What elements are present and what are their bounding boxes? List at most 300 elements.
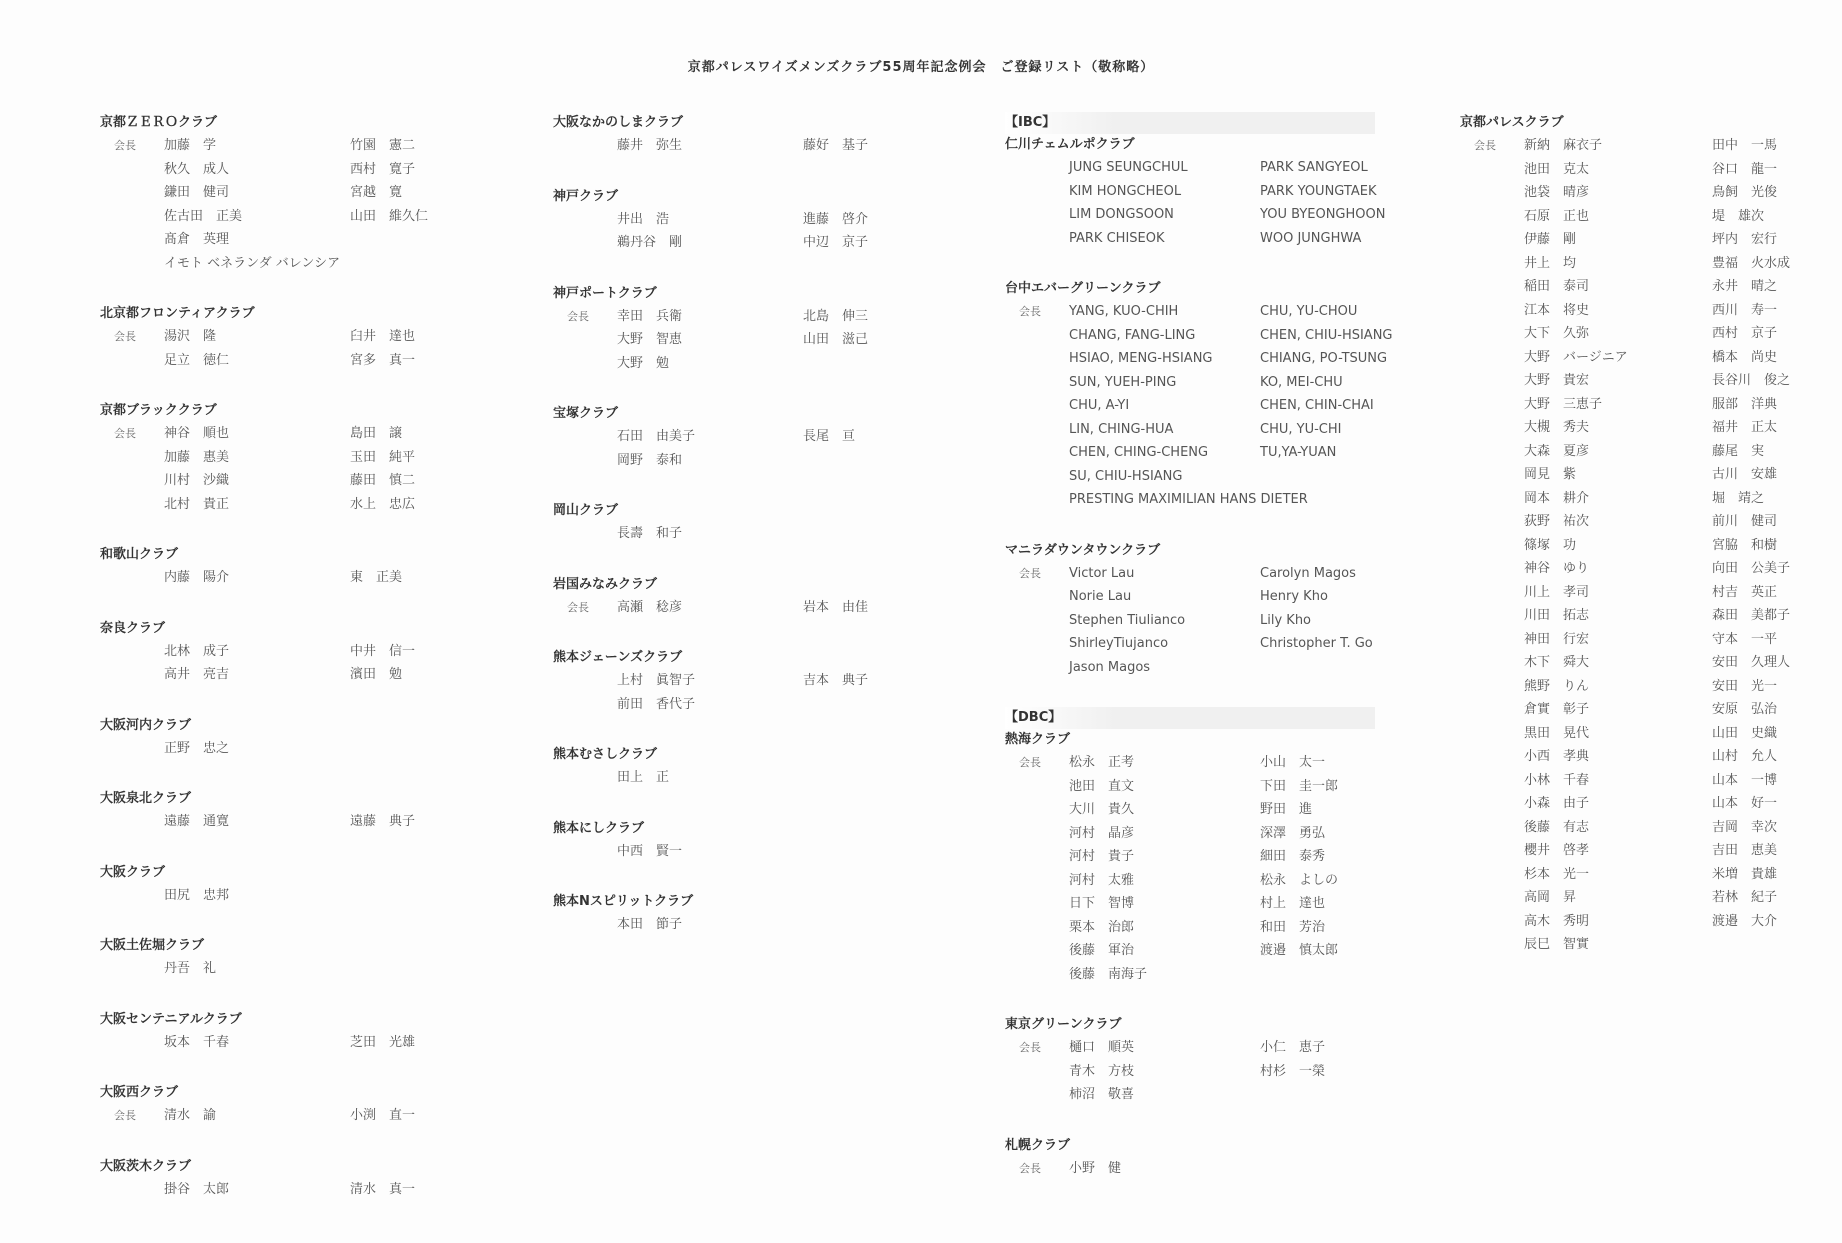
member-name: Lily Kho [1260, 612, 1312, 628]
member-row [1005, 751, 1375, 775]
member-row [553, 134, 869, 158]
role-label: 会長 [1474, 139, 1496, 152]
member-name: 西村 寛子 [350, 161, 416, 177]
member-name: 長尾 亘 [803, 429, 856, 444]
member-name: SUN, YUEH-PING [1069, 374, 1177, 390]
member-name: 遠藤 典子 [350, 814, 416, 829]
club-name: 札幌クラブ [1005, 1137, 1071, 1153]
member-row [100, 469, 416, 493]
member-row [553, 669, 869, 693]
member-name: 大野 智恵 [617, 332, 683, 347]
member-row [553, 693, 696, 717]
member-row [1460, 886, 1778, 910]
member-row [100, 810, 416, 834]
member-name: 吉本 典子 [803, 673, 869, 688]
club-name: 熊本むさしクラブ [553, 747, 658, 762]
role-label: 会長 [1019, 1041, 1041, 1054]
member-name: 大野 貴宏 [1524, 373, 1590, 388]
member-row [1005, 939, 1375, 963]
member-row [1005, 227, 1375, 251]
role-label: 会長 [114, 139, 136, 152]
member-row [553, 449, 693, 473]
member-row [1005, 869, 1375, 893]
member-row [1460, 651, 1791, 675]
member-row [1005, 1060, 1375, 1084]
member-name: 櫻井 啓孝 [1524, 843, 1590, 858]
member-name: 向田 公美子 [1712, 561, 1791, 576]
member-row [1460, 534, 1778, 558]
member-name: 川田 拓志 [1524, 608, 1590, 623]
member-name: 吉田 恵美 [1712, 843, 1778, 858]
member-name: 吉岡 幸次 [1712, 819, 1778, 835]
member-name: 島田 譲 [350, 426, 403, 441]
role-label: 会長 [1019, 566, 1041, 580]
member-name: 田尻 忠邦 [164, 887, 230, 903]
member-name: 鳥飼 光俊 [1712, 185, 1778, 200]
club-block [100, 544, 403, 590]
club-block [1005, 707, 1375, 986]
member-name: Stephen Tiulianco [1069, 612, 1186, 628]
member-name: 野田 進 [1260, 802, 1313, 817]
member-row [1460, 792, 1778, 816]
member-name: 堤 雄次 [1712, 208, 1765, 224]
club-name: 仁川チェムルポクラブ [1005, 137, 1135, 152]
member-row [1460, 440, 1765, 464]
member-name: 東 正美 [350, 570, 403, 585]
member-name: 小仁 恵子 [1260, 1040, 1326, 1055]
member-name: 稲田 泰司 [1524, 279, 1590, 294]
role-label: 会長 [114, 1109, 136, 1122]
member-name: YOU BYEONGHOON [1260, 207, 1386, 222]
club-block [1460, 112, 1791, 957]
member-name: 西村 京子 [1712, 326, 1778, 341]
member-name: 中井 信一 [350, 643, 416, 659]
member-row [1460, 134, 1778, 158]
role-label: 会長 [114, 330, 136, 343]
member-name: 後藤 有志 [1524, 819, 1590, 835]
member-name: 井上 均 [1524, 255, 1577, 271]
club-block [1005, 1135, 1375, 1181]
member-row [1005, 845, 1375, 869]
member-row [100, 181, 403, 205]
member-row [1460, 698, 1778, 722]
member-row [1005, 656, 1375, 680]
member-row [1005, 963, 1375, 987]
member-name: 坂本 千春 [164, 1034, 230, 1050]
member-name: 後藤 南海子 [1069, 966, 1148, 982]
member-name: 北島 伸三 [803, 308, 869, 324]
member-name: 石原 正也 [1524, 208, 1590, 224]
member-name: 栗本 治郎 [1069, 919, 1135, 935]
member-row [100, 228, 255, 252]
member-row [100, 325, 416, 349]
club-name: 大阪茨木クラブ [100, 1158, 192, 1174]
role-label: 会長 [114, 427, 136, 440]
member-row [100, 134, 416, 158]
member-name: 玉田 純平 [350, 449, 416, 465]
member-row [1460, 557, 1791, 581]
member-name: 前川 健司 [1712, 514, 1778, 529]
club-name: 京都ブラッククラブ [100, 403, 217, 418]
member-row [1005, 609, 1375, 633]
member-name: 安原 弘治 [1712, 702, 1778, 717]
member-name: 若林 紀子 [1712, 890, 1778, 905]
member-name: 大野 バージニア [1524, 349, 1628, 365]
section-header: 【DBC】 [1005, 707, 1375, 729]
member-name: 小野 健 [1069, 1160, 1122, 1176]
member-row [1460, 933, 1590, 957]
club-block [100, 1009, 416, 1055]
member-name: 松永 よしの [1260, 872, 1339, 888]
club-block [100, 112, 429, 275]
member-name: 髙倉 英理 [164, 232, 230, 247]
member-row [1460, 510, 1778, 534]
member-name: 小森 由子 [1524, 796, 1590, 811]
club-block [553, 403, 856, 472]
member-row [1460, 769, 1778, 793]
member-name: 宮越 寛 [350, 185, 403, 200]
member-name: 鎌田 健司 [164, 185, 230, 200]
member-name: 神田 行宏 [1524, 631, 1590, 647]
member-name: CHIANG, PO-TSUNG [1260, 351, 1388, 366]
member-name: 日下 智博 [1069, 896, 1135, 911]
member-row [1460, 581, 1778, 605]
page-title: 京都パレスワイズメンズクラブ55周年記念例会 ご登録リスト（敬称略） [687, 60, 1155, 75]
member-name: 西川 寿一 [1712, 302, 1778, 318]
club-name: 岡山クラブ [553, 503, 619, 518]
member-name: 北林 成子 [164, 643, 230, 659]
club-name: 神戸ポートクラブ [553, 285, 657, 301]
member-name: 濱田 勉 [350, 667, 403, 682]
member-name: PARK YOUNGTAEK [1260, 183, 1377, 199]
club-block [100, 1156, 416, 1202]
member-name: 掛谷 太郎 [164, 1181, 230, 1197]
member-name: 正野 忠之 [164, 740, 230, 756]
club-name: 大阪センテニアルクラブ [100, 1011, 242, 1027]
member-name: 渡邉 大介 [1712, 913, 1778, 929]
member-name: 田上 正 [617, 770, 670, 785]
member-name: 宮脇 和樹 [1712, 537, 1778, 553]
member-name: 中西 賢一 [617, 843, 683, 859]
member-name: 河村 貴子 [1069, 849, 1135, 864]
member-row [1460, 910, 1778, 934]
member-name: 安田 光一 [1712, 678, 1778, 694]
club-name: 大阪泉北クラブ [100, 791, 192, 806]
member-row [553, 766, 693, 790]
member-name: 大野 勉 [617, 355, 670, 371]
member-name: 長谷川 俊之 [1712, 373, 1791, 388]
role-label: 会長 [567, 600, 589, 614]
member-name: 山田 史織 [1712, 725, 1778, 741]
member-name: TU,YA-YUAN [1260, 445, 1337, 460]
member-name: 高井 亮吉 [164, 667, 230, 682]
member-name: 大下 久弥 [1524, 326, 1590, 341]
member-name: 川上 孝司 [1524, 584, 1590, 600]
member-row [1005, 1083, 1375, 1107]
member-name: Jason Magos [1069, 659, 1151, 675]
member-row [1460, 252, 1791, 276]
member-name: 高岡 昇 [1524, 890, 1577, 905]
member-name: 深澤 勇弘 [1260, 825, 1326, 841]
member-row [100, 663, 403, 687]
club-block [100, 715, 255, 761]
member-row [100, 566, 403, 590]
member-name: 佐古田 正美 [164, 208, 243, 224]
member-row [1460, 158, 1778, 182]
member-row [100, 737, 255, 761]
club-block [553, 744, 693, 790]
member-row [1460, 299, 1778, 323]
member-row [100, 493, 416, 517]
member-name: 進藤 啓介 [803, 211, 869, 227]
column-2 [553, 112, 869, 965]
member-name: CHU, A-YI [1069, 398, 1130, 413]
member-name: 本田 節子 [617, 917, 683, 932]
member-name: CHEN, CHING-CHENG [1069, 445, 1209, 460]
member-name: 細田 泰秀 [1260, 849, 1326, 864]
member-name: 山本 一博 [1712, 772, 1778, 788]
member-name: 下田 圭一郎 [1260, 778, 1339, 794]
club-name: 和歌山クラブ [100, 547, 179, 562]
member-name: 川村 沙織 [164, 473, 230, 488]
member-row [100, 349, 416, 373]
member-name: 芝田 光雄 [350, 1034, 416, 1050]
club-name: マニラダウンタウンクラブ [1005, 542, 1161, 558]
member-row [1460, 604, 1791, 628]
member-row [1460, 816, 1778, 840]
club-name: 奈良クラブ [100, 620, 166, 636]
member-row [1005, 892, 1375, 916]
member-row [1460, 675, 1778, 699]
member-row [1460, 322, 1778, 346]
member-row [1460, 463, 1778, 487]
member-row [1005, 203, 1386, 227]
member-name: Henry Kho [1260, 589, 1328, 604]
member-name: 橋本 尚史 [1712, 349, 1778, 365]
member-row [1460, 416, 1778, 440]
member-name: 青木 方枝 [1069, 1063, 1135, 1079]
member-name: 岡本 耕介 [1524, 490, 1590, 506]
club-block [553, 574, 869, 620]
club-block [553, 186, 869, 255]
role-label: 会長 [1019, 756, 1041, 769]
member-row [1460, 275, 1778, 299]
member-row [553, 305, 869, 329]
member-row [553, 352, 693, 376]
member-name: YANG, KUO-CHIH [1069, 304, 1179, 319]
member-name: 池田 直文 [1069, 778, 1135, 794]
member-name: Christopher T. Go [1260, 636, 1373, 651]
role-label: 会長 [567, 309, 589, 323]
club-block [100, 935, 255, 981]
member-row [553, 840, 693, 864]
member-row [1005, 822, 1375, 846]
role-label: 会長 [1019, 1161, 1041, 1175]
club-block [1005, 540, 1375, 680]
member-row [553, 522, 693, 546]
member-name: 幸田 兵衛 [617, 308, 683, 324]
member-row [1460, 745, 1778, 769]
member-name: 田中 一馬 [1712, 138, 1778, 153]
member-name: 荻野 祐次 [1524, 514, 1590, 529]
member-name: 和田 芳治 [1260, 919, 1326, 935]
member-row [1005, 300, 1375, 324]
club-name: 熊本Nスピリットクラブ [553, 894, 694, 909]
member-name: ShirleyTiujanco [1069, 636, 1169, 651]
member-name: 福井 正太 [1712, 420, 1778, 435]
member-name: CHU, YU-CHOU [1260, 304, 1358, 319]
member-name: 河村 晶彦 [1069, 825, 1135, 841]
club-block [553, 283, 869, 376]
member-name: 小渕 直一 [350, 1108, 416, 1123]
member-name: 渡邉 慎太郎 [1260, 943, 1339, 958]
role-label: 会長 [1019, 305, 1041, 318]
club-block [553, 500, 693, 546]
member-name: PARK SANGYEOL [1260, 160, 1368, 175]
club-block [100, 788, 416, 834]
member-name: CHEN, CHIN-CHAI [1260, 398, 1374, 413]
member-name: 山田 維久仁 [350, 208, 429, 224]
member-name: 坪内 宏行 [1712, 232, 1778, 247]
member-row [100, 422, 403, 446]
member-name: 大野 三恵子 [1524, 396, 1603, 412]
member-name: イモト ベネランダ バレンシア [164, 255, 341, 271]
member-name: 古川 安雄 [1712, 467, 1778, 482]
member-name: Norie Lau [1069, 589, 1132, 604]
member-name: 大槻 秀夫 [1524, 420, 1590, 435]
member-name: 黒田 晃代 [1524, 725, 1590, 741]
section-header: 【IBC】 [1005, 112, 1375, 134]
member-row [1460, 863, 1778, 887]
member-name: LIM DONGSOON [1069, 207, 1174, 222]
member-name: 柿沼 敬喜 [1069, 1087, 1135, 1102]
member-name: 山田 滋己 [803, 332, 869, 347]
member-name: 神谷 ゆり [1524, 561, 1590, 576]
member-row [1005, 585, 1375, 609]
member-name: 小林 千春 [1524, 772, 1590, 788]
member-name: KIM HONGCHEOL [1069, 183, 1182, 199]
member-name: 池袋 晴彦 [1524, 185, 1590, 200]
member-name: 米増 貴雄 [1712, 866, 1778, 882]
member-name: 竹園 憲二 [350, 138, 416, 153]
member-name: 足立 徳仁 [164, 352, 230, 368]
member-name: 秋久 成人 [164, 161, 230, 177]
member-name: 丹吾 礼 [164, 961, 217, 976]
club-name: 北京都フロンティアクラブ [100, 306, 255, 321]
member-row [1005, 180, 1375, 204]
member-row [100, 158, 416, 182]
member-name: 宮多 真一 [350, 352, 416, 368]
member-name: 岩本 由佳 [803, 599, 869, 615]
member-name: 高木 秀明 [1524, 913, 1590, 929]
member-name: 山村 允人 [1712, 749, 1778, 764]
member-row [1005, 1036, 1375, 1060]
member-name: 篠塚 功 [1524, 537, 1577, 553]
member-row [100, 205, 429, 229]
member-row [1005, 632, 1375, 656]
member-name: 内藤 陽介 [164, 570, 230, 585]
member-name: 倉實 彰子 [1524, 702, 1590, 717]
member-row [100, 252, 341, 276]
member-name: 豊福 火水成 [1712, 255, 1791, 271]
club-name: 京都パレスクラブ [1460, 115, 1564, 130]
member-row [553, 231, 869, 255]
member-name: 神谷 順也 [164, 426, 230, 441]
member-row [100, 1178, 416, 1202]
member-row [1460, 346, 1778, 370]
member-row [1460, 839, 1778, 863]
member-row [1005, 562, 1375, 586]
member-row [1005, 347, 1388, 371]
member-row [1460, 205, 1765, 229]
member-name: 杉本 光一 [1524, 866, 1590, 882]
member-name: 井出 浩 [617, 211, 670, 227]
member-name: Victor Lau [1069, 565, 1135, 581]
member-row [553, 208, 869, 232]
member-row [1005, 465, 1375, 489]
club-name: 岩国みなみクラブ [553, 576, 658, 592]
member-name: PARK CHISEOK [1069, 230, 1165, 246]
column-1 [100, 112, 429, 1229]
member-name: 大森 夏彦 [1524, 443, 1590, 459]
club-block [1005, 278, 1393, 512]
member-name: 上村 眞智子 [617, 673, 696, 688]
member-name: 前田 香代子 [617, 696, 696, 712]
club-block [100, 303, 416, 372]
member-name: 北村 貴正 [164, 496, 230, 512]
club-name: 熊本にしクラブ [553, 820, 645, 836]
member-name: 石田 由美子 [617, 429, 696, 444]
member-row [1005, 775, 1375, 799]
member-name: 永井 晴之 [1712, 279, 1778, 294]
member-name: 藤尾 実 [1712, 443, 1765, 459]
member-name: 服部 洋典 [1712, 396, 1778, 412]
member-name: 小西 孝典 [1524, 749, 1590, 764]
member-name: 安田 久理人 [1712, 655, 1791, 670]
column-3 [1005, 112, 1393, 1208]
member-name: 藤井 弥生 [617, 138, 683, 153]
member-row [100, 640, 416, 664]
member-name: 湯沢 隆 [164, 329, 217, 344]
member-row [553, 913, 693, 937]
club-name: 大阪土佐堀クラブ [100, 938, 205, 953]
member-name: 加藤 学 [164, 138, 217, 153]
club-name: 熱海クラブ [1005, 732, 1071, 747]
member-row [1460, 228, 1778, 252]
member-name: 河村 太雅 [1069, 872, 1135, 888]
member-name: Carolyn Magos [1260, 565, 1356, 581]
member-row [1005, 371, 1375, 395]
club-block [100, 618, 416, 687]
club-name: 熊本ジェーンズクラブ [553, 650, 683, 665]
member-row [1005, 916, 1375, 940]
member-name: 新納 麻衣子 [1524, 138, 1603, 153]
member-name: 谷口 龍一 [1712, 161, 1778, 177]
member-row [553, 425, 856, 449]
member-name: 木下 舜大 [1524, 655, 1590, 670]
member-name: 水上 忠広 [350, 496, 416, 512]
member-name: 臼井 達也 [350, 329, 416, 344]
member-name: 清水 諭 [164, 1108, 217, 1123]
member-row [1460, 181, 1778, 205]
club-block [553, 112, 869, 158]
member-name: 清水 真一 [350, 1181, 416, 1197]
member-name: 高瀬 稔彦 [617, 599, 683, 615]
member-name: 伊藤 剛 [1524, 232, 1577, 247]
club-name: 大阪クラブ [100, 864, 166, 880]
member-name: 藤田 慎二 [350, 473, 416, 488]
member-name: 村杉 一榮 [1260, 1063, 1326, 1079]
